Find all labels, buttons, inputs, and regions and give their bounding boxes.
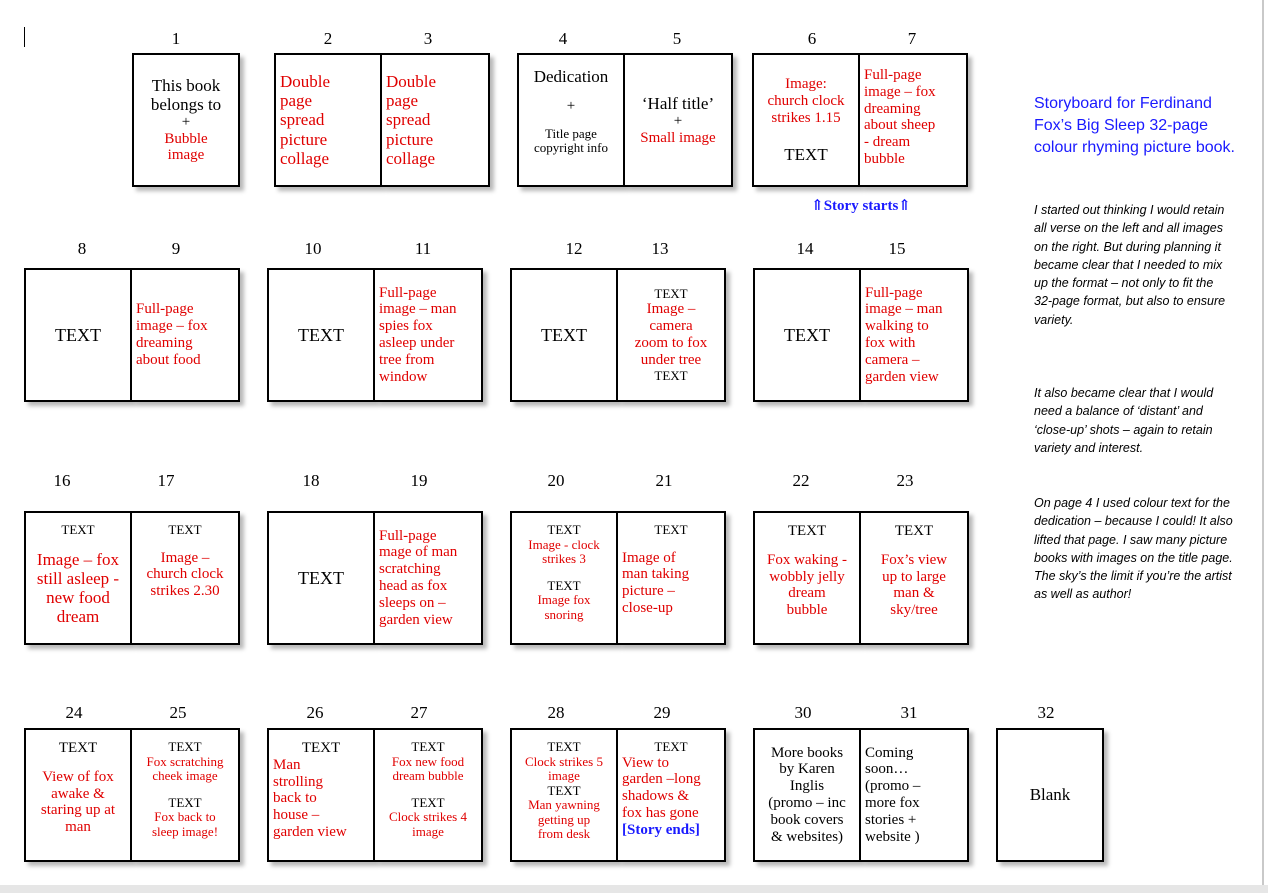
page-number-7: 7 xyxy=(907,29,917,48)
page-box-1 xyxy=(132,53,240,187)
page-4-line: Title page xyxy=(545,125,597,141)
page-box-7 xyxy=(860,53,968,187)
page-20-line: Image - clock xyxy=(528,536,600,552)
page-20-line: snoring xyxy=(544,606,584,622)
page-26-line: strolling xyxy=(273,773,324,790)
storyboard-title: Storyboard for Ferdinand Fox’s Big Sleep 32-page colour rhyming picture book. xyxy=(1034,95,1235,156)
page-24-line: man xyxy=(65,819,91,836)
page-number-10: 10 xyxy=(304,239,322,258)
page-6-line: church clock xyxy=(767,93,845,110)
page-box-27 xyxy=(375,728,483,862)
page-5-line: Small image xyxy=(640,129,716,146)
page-24-line: TEXT xyxy=(58,740,98,756)
page-19-line: garden view xyxy=(379,611,453,628)
page-number-12: 12 xyxy=(565,239,583,258)
page-27-line: image xyxy=(412,823,444,839)
page-number-17: 17 xyxy=(157,471,175,490)
page-15-line: walking to xyxy=(865,318,929,335)
page-13-line: TEXT xyxy=(654,285,688,301)
page-26-line: TEXT xyxy=(301,740,341,756)
page-box-5 xyxy=(625,53,733,187)
page-28-line: getting up xyxy=(537,811,591,827)
page-bottom-edge xyxy=(0,885,1268,893)
page-13-line: Image – xyxy=(646,301,696,318)
page-19-line: mage of man xyxy=(379,544,458,561)
page-11-line: asleep under xyxy=(379,335,455,351)
page-29-line: View to xyxy=(622,754,670,771)
page-15-line: fox with xyxy=(865,335,916,351)
page-number-14: 14 xyxy=(796,239,814,258)
page-24-line: awake & xyxy=(51,785,105,802)
page-26-line: Man xyxy=(273,756,301,773)
page-19-line: sleeps on – xyxy=(379,594,446,611)
page-3-line: picture xyxy=(386,129,434,149)
page-number-11: 11 xyxy=(414,239,432,258)
page-11-line: spies fox xyxy=(379,318,433,335)
page-1-line: belongs to xyxy=(150,94,222,114)
page-27-line: Fox new food xyxy=(391,753,465,769)
page-28-line: Clock strikes 5 xyxy=(525,753,603,769)
page-23-line: man & xyxy=(893,585,935,602)
page-box-28 xyxy=(510,728,618,862)
page-16-line: new food xyxy=(46,587,110,607)
page-box-15 xyxy=(861,268,969,402)
page-30-line: More books xyxy=(770,744,844,761)
page-7-line: about sheep xyxy=(864,117,936,134)
page-29-line: garden –long xyxy=(622,771,701,788)
page-19-line: scratching xyxy=(379,561,441,578)
page-31-line: stories + xyxy=(865,811,917,828)
page-number-21: 21 xyxy=(655,471,673,490)
page-19-line: head as fox xyxy=(379,578,448,594)
page-21-line: TEXT xyxy=(654,522,688,537)
page-17-line: TEXT xyxy=(168,522,202,537)
page-box-31 xyxy=(861,728,969,862)
page-15-line: image – man xyxy=(865,301,943,318)
page-box-25 xyxy=(132,728,240,862)
page-20-line: TEXT xyxy=(547,522,581,537)
page-number-13: 13 xyxy=(651,239,669,258)
page-number-16: 16 xyxy=(53,471,71,490)
page-25-line: cheek image xyxy=(152,768,218,784)
page-32-line: Blank xyxy=(1029,785,1071,805)
page-box-29 xyxy=(618,728,726,862)
page-30-line: & websites) xyxy=(770,828,844,845)
page-18-line: TEXT xyxy=(298,567,344,588)
page-30-line: (promo – inc xyxy=(768,795,846,811)
page-box-3 xyxy=(382,53,490,187)
page-number-8: 8 xyxy=(77,239,87,258)
page-4-line: copyright info xyxy=(533,140,608,156)
page-number-30: 30 xyxy=(794,703,812,722)
page-box-32 xyxy=(996,728,1104,862)
page-31-line: (promo – xyxy=(865,778,921,795)
page-24-line: staring up at xyxy=(40,802,116,819)
page-number-29: 29 xyxy=(653,703,671,722)
page-13-line: camera xyxy=(649,318,693,335)
page-17-line: Image – xyxy=(160,549,210,566)
page-box-23 xyxy=(861,511,969,645)
page-9-line: dreaming xyxy=(136,335,193,351)
page-22-line: bubble xyxy=(786,602,828,619)
page-box-10 xyxy=(267,268,375,402)
page-5-line: + xyxy=(673,112,683,129)
page-23-line: up to large xyxy=(882,568,946,585)
page-30-line: book covers xyxy=(770,811,844,828)
page-6-line: strikes 1.15 xyxy=(771,109,841,126)
page-19-line: Full-page xyxy=(379,527,437,544)
page-24-line: View of fox xyxy=(42,768,114,785)
page-28-line: from desk xyxy=(537,826,591,842)
page-9-line: image – fox xyxy=(136,318,208,335)
page-28-line: TEXT xyxy=(547,782,581,798)
page-1-line: Bubble xyxy=(164,130,208,147)
page-26-line: house – xyxy=(273,807,320,824)
page-box-17 xyxy=(132,511,240,645)
page-21-line: man taking xyxy=(622,566,690,583)
page-29-line: fox has gone xyxy=(622,804,699,821)
page-11-line: Full-page xyxy=(379,284,437,301)
page-31-line: website ) xyxy=(865,828,920,845)
page-22-line: Fox waking - xyxy=(767,551,847,568)
page-13-line: under tree xyxy=(640,351,702,368)
page-7-line: - dream xyxy=(864,134,911,151)
page-5-line: ‘Half title’ xyxy=(641,93,715,113)
page-number-25: 25 xyxy=(169,703,187,722)
page-31-line: Coming xyxy=(865,744,914,761)
page-28-line: Man yawning xyxy=(528,797,600,813)
page-31-line: soon… xyxy=(865,761,909,778)
page-16-line: TEXT xyxy=(61,522,95,537)
page-number-22: 22 xyxy=(792,471,810,490)
text-cursor xyxy=(24,27,25,47)
page-23-line: TEXT xyxy=(894,523,934,539)
page-25-line: Fox back to xyxy=(154,809,216,825)
page-box-14 xyxy=(753,268,861,402)
page-box-9 xyxy=(132,268,240,402)
page-3-line: spread xyxy=(386,110,431,130)
page-box-22 xyxy=(753,511,861,645)
note-paragraph-1: I started out thinking I would retain all verse on the left and all images on the right. But during planning it became clear that I needed to mix up the format – not only to fit the 32-page format, but also to ensure variety. xyxy=(1034,203,1226,327)
page-box-12 xyxy=(510,268,618,402)
page-10-line: TEXT xyxy=(298,324,344,345)
page-box-26 xyxy=(267,728,375,862)
page-22-line: dream xyxy=(788,585,826,602)
page-number-9: 9 xyxy=(171,239,181,258)
page-number-5: 5 xyxy=(672,29,682,48)
page-3-line: page xyxy=(386,91,419,111)
page-number-31: 31 xyxy=(900,703,918,722)
page-2-line: Double xyxy=(280,72,331,92)
page-17-line: strikes 2.30 xyxy=(150,583,220,600)
page-15-line: camera – xyxy=(865,351,920,368)
page-number-27: 27 xyxy=(410,703,428,722)
page-28-line: TEXT xyxy=(547,739,581,754)
page-26-line: garden view xyxy=(273,823,347,840)
note-paragraph-2: It also became clear that I would need a balance of ‘distant’ and ‘close-up’ shots – again to retain variety and interest. xyxy=(1034,386,1214,455)
page-box-16 xyxy=(24,511,132,645)
page-16-line: dream xyxy=(56,606,100,626)
page-23-line: Fox’s view xyxy=(880,551,948,568)
page-29-line: shadows & xyxy=(622,788,690,805)
page-25-line: sleep image! xyxy=(151,823,219,839)
page-number-32: 32 xyxy=(1037,703,1055,722)
page-number-19: 19 xyxy=(410,471,428,490)
page-17-line: church clock xyxy=(146,566,224,583)
page-20-line: Image fox xyxy=(537,592,591,608)
page-30-line: by Karen xyxy=(779,761,835,778)
page-7-line: bubble xyxy=(864,150,905,167)
page-27-line: Clock strikes 4 xyxy=(389,809,467,825)
page-11-line: tree from xyxy=(379,351,435,368)
page-4-line: Dedication xyxy=(533,67,609,86)
page-27-line: dream bubble xyxy=(392,768,464,784)
page-number-26: 26 xyxy=(306,703,324,722)
page-number-2: 2 xyxy=(323,29,333,48)
page-7-line: Full-page xyxy=(864,67,922,83)
page-27-line: TEXT xyxy=(411,794,445,810)
page-number-1: 1 xyxy=(171,29,181,48)
page-number-23: 23 xyxy=(896,471,914,490)
page-16-line: Image – fox xyxy=(36,549,120,569)
page-box-6 xyxy=(752,53,860,187)
page-27-line: TEXT xyxy=(411,739,445,754)
page-9-line: Full-page xyxy=(136,301,194,318)
page-21-line: picture – xyxy=(622,583,675,600)
page-box-2 xyxy=(274,53,382,187)
page-number-15: 15 xyxy=(888,239,906,258)
page-box-8 xyxy=(24,268,132,402)
page-box-20 xyxy=(510,511,618,645)
page-26-line: back to xyxy=(273,790,317,807)
page-3-line: collage xyxy=(386,148,436,168)
page-14-line: TEXT xyxy=(784,324,830,345)
page-22-line: TEXT xyxy=(787,523,827,539)
page-2-line: collage xyxy=(280,148,330,168)
page-23-line: sky/tree xyxy=(890,602,938,619)
page-30-line: Inglis xyxy=(789,778,825,795)
page-11-line: image – man xyxy=(379,301,457,318)
page-4-line: + xyxy=(566,98,576,115)
page-7-line: dreaming xyxy=(864,100,921,117)
page-box-21 xyxy=(618,511,726,645)
story-starts-marker: ⇑Story starts⇑ xyxy=(811,198,911,214)
page-1-line: image xyxy=(167,147,205,164)
page-31-line: more fox xyxy=(865,795,920,811)
story-ends-marker: [Story ends] xyxy=(622,821,700,838)
note-paragraph-3: On page 4 I used colour text for the dedication – because I could! It also lifted that page. I saw many picture books with images on the title page. The sky’s the limit if you’re the artist as well as author! xyxy=(1034,496,1233,602)
page-number-20: 20 xyxy=(547,471,565,490)
page-box-24 xyxy=(24,728,132,862)
page-number-6: 6 xyxy=(807,29,817,48)
page-15-line: garden view xyxy=(865,368,939,385)
page-16-line: still asleep - xyxy=(36,568,120,588)
page-2-line: spread xyxy=(280,110,325,130)
page-13-line: TEXT xyxy=(654,367,688,383)
page-20-line: strikes 3 xyxy=(542,551,586,567)
page-box-30 xyxy=(753,728,861,862)
page-2-line: page xyxy=(280,91,313,111)
page-box-19 xyxy=(375,511,483,645)
page-21-line: close-up xyxy=(622,599,673,616)
page-25-line: TEXT xyxy=(168,794,202,810)
page-6-line: TEXT xyxy=(784,144,828,164)
page-1-line: This book xyxy=(151,75,221,95)
page-29-line: TEXT xyxy=(654,739,688,754)
page-12-line: TEXT xyxy=(541,324,587,345)
page-number-28: 28 xyxy=(547,703,565,722)
page-6-line: Image: xyxy=(785,76,827,93)
page-edge xyxy=(1262,0,1264,893)
page-3-line: Double xyxy=(386,72,437,92)
page-20-line: TEXT xyxy=(547,577,581,593)
page-number-4: 4 xyxy=(558,29,568,48)
page-2-line: picture xyxy=(280,129,328,149)
page-1-line: + xyxy=(181,113,191,130)
page-number-24: 24 xyxy=(65,703,83,722)
page-box-13 xyxy=(618,268,726,402)
page-13-line: zoom to fox xyxy=(634,335,708,351)
page-11-line: window xyxy=(379,368,428,385)
page-box-4 xyxy=(517,53,625,187)
page-box-18 xyxy=(267,511,375,645)
page-8-line: TEXT xyxy=(55,324,101,345)
page-15-line: Full-page xyxy=(865,284,923,301)
page-21-line: Image of xyxy=(622,549,676,566)
page-number-18: 18 xyxy=(302,471,320,490)
page-22-line: wobbly jelly xyxy=(769,568,845,585)
page-7-line: image – fox xyxy=(864,83,936,100)
page-number-3: 3 xyxy=(423,29,433,48)
page-box-11 xyxy=(375,268,483,402)
page-25-line: TEXT xyxy=(168,739,202,754)
page-25-line: Fox scratching xyxy=(146,753,224,769)
page-28-line: image xyxy=(548,768,580,784)
page-9-line: about food xyxy=(136,351,201,368)
